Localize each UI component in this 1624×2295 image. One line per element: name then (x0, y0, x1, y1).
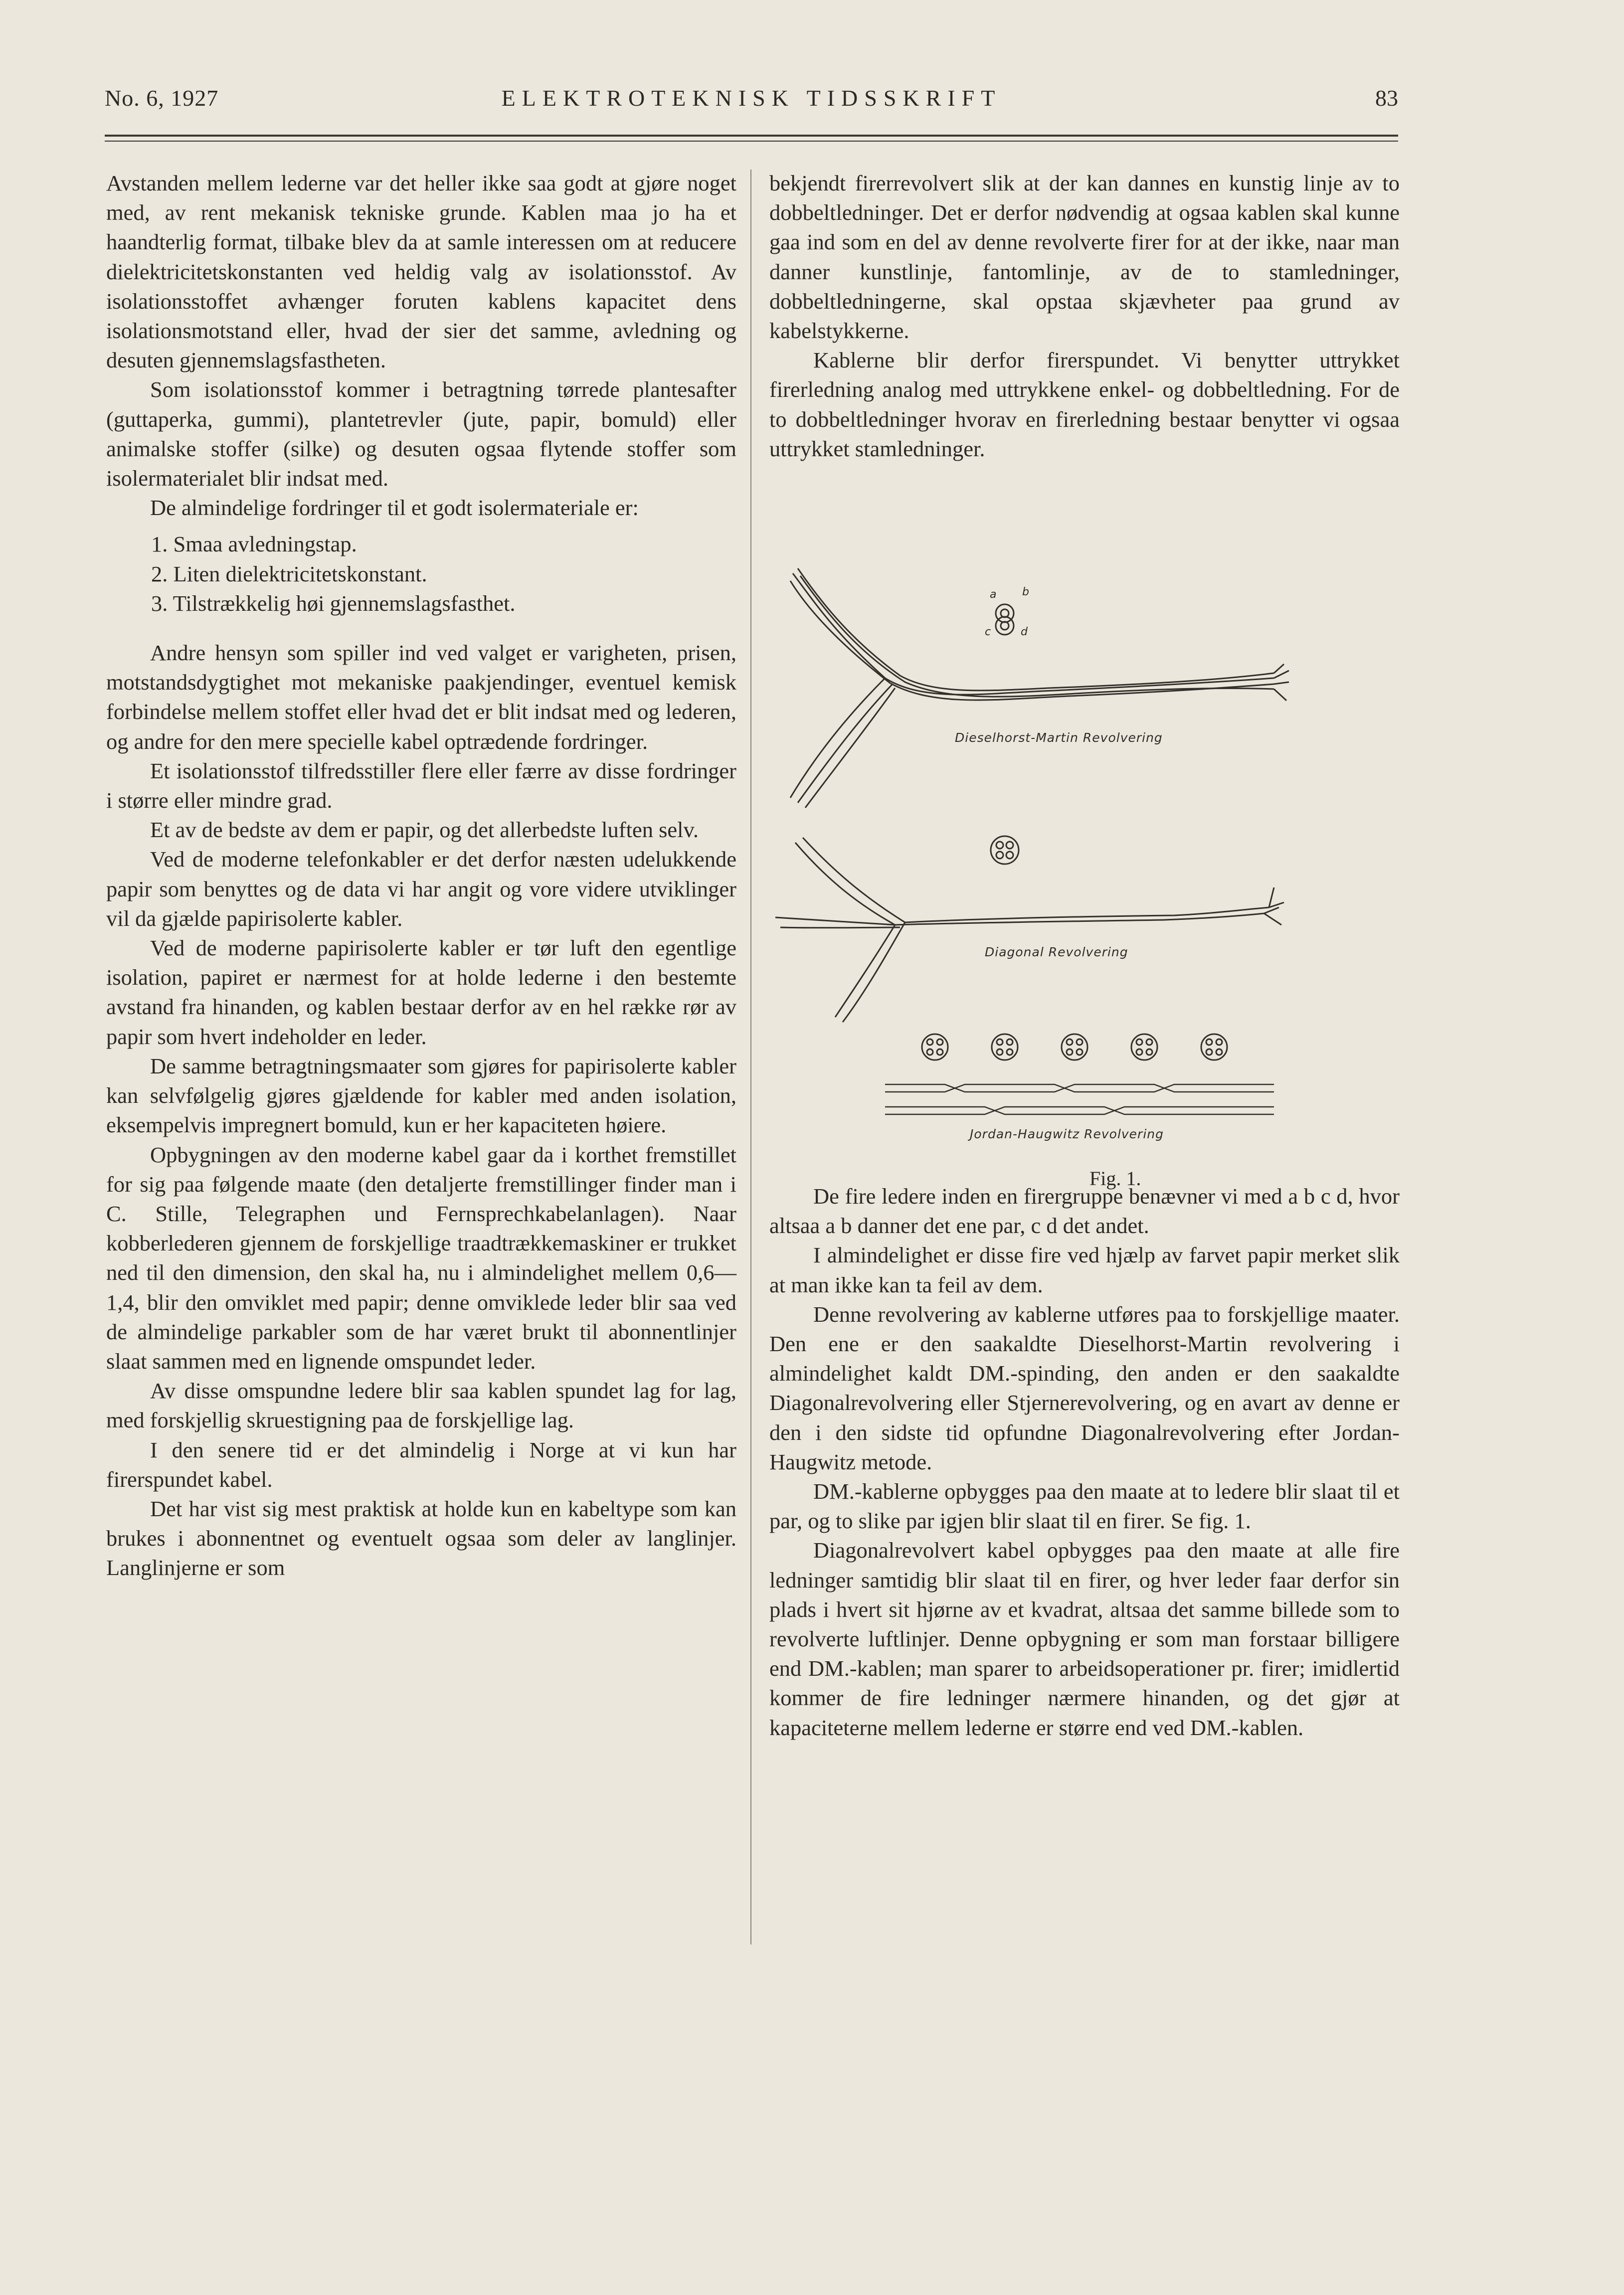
paragraph: Ved de moderne papirisolerte kabler er tør luft den egentlige isolation, papiret er nærmest for at holde lederne i den bestemte avstand fra hinanden, og kablen bestaar derfor av en hel række rør av papir som hvert indeholder en leder. (106, 935, 736, 1049)
paragraph: Denne revolvering av kablerne utføres paa to forskjellige maater. Den ene er den saakaldte Dieselhorst-Martin revolvering i almindelighet kaldt DM.-spinding, den anden er den saakaldte Diagonalrevolvering eller Stjernerevolvering, og en avart av denne er den i den sidste tid opfundne Diagonalrevolvering efter Jordan-Haugwitz metode. (769, 1301, 1400, 1474)
list-item: 2. Liten dielektricitetskonstant. (151, 561, 427, 586)
paragraph: Ved de moderne telefonkabler er det derfor næsten udelukkende papir som benyttes og de data vi har angit og vore videre utviklinger vil da gjælde papirisolerte kabler. (106, 847, 736, 931)
paragraph: Et isolationsstof tilfredsstiller flere eller færre av disse fordringer i større eller mindre grad. (106, 758, 736, 813)
paragraph: De fire ledere inden en firergruppe benævner vi med a b c d, hvor altsaa a b danner det ene par, c d det andet. (769, 1184, 1400, 1238)
list-item: 1. Smaa avledningstap. (151, 531, 357, 557)
jh-crossing-lines (885, 1084, 1274, 1114)
paragraph: DM.-kablerne opbygges paa den maate at to ledere blir slaat til et par, og to slike par igjen blir slaat til en firer. Se fig. 1. (769, 1479, 1400, 1534)
issue-label: No. 6, 1927 (105, 85, 219, 111)
paragraph: Et av de bedste av dem er papir, og det allerbedste luften selv. (150, 817, 699, 843)
caption-diagonal: Diagonal Revolvering (985, 945, 1128, 959)
paragraph: Som isolationsstof kommer i betragtning tørrede plantesafter (guttaperka, gummi), plantetrevler (jute, papir, bomuld) eller animalske stoffer (silke) og desuten ogsaa flytende stoffer som isolermaterialet blir indsat med. (106, 377, 736, 491)
figure-1 (775, 558, 1404, 1207)
requirements-list (151, 530, 736, 618)
left-column (106, 169, 736, 1583)
caption-jordan-haugwitz: Jordan-Haugwitz Revolvering (970, 1127, 1164, 1141)
conductor-label-b: b (1022, 586, 1029, 598)
header-rule-thin (105, 141, 1398, 142)
caption-dieselhorst-martin: Dieselhorst-Martin Revolvering (955, 730, 1163, 745)
page-number: 83 (1375, 85, 1398, 111)
conductor-label-d: d (1021, 626, 1028, 638)
paragraph: Det har vist sig mest praktisk at holde kun en kabeltype som kan brukes i abonnentnet og eventuelt ogsaa som deler av langlinjer. Langlinjerne er som (106, 1496, 736, 1581)
jh-cross-sections (922, 1034, 1227, 1060)
paragraph: De samme betragtningsmaater som gjøres for papirisolerte kabler kan selvfølgelig gjøres gjældende for kabler med anden isolation, eksempelvis impregnert bomuld, kun er her kapaciteten høiere. (106, 1053, 736, 1138)
paragraph: Opbygningen av den moderne kabel gaar da i korthet fremstillet for sig paa følgende maate (den detaljerte fremstillinger finder man i C. Stille, Telegraphen und Fernsprechkabelanlagen). Naar kobberlederen gjennem de forskjellige traadtrækkemaskiner er trukket ned til den dimension, den skal ha, nu i almindelighet mellem 0,6—1,4, blir den omviklet med papir; denne omviklede leder blir saa ved de almindelige parkabler som de har været brukt til abonnentlinjer slaat sammen med en lignende omspundet leder. (106, 1142, 736, 1374)
paragraph: Andre hensyn som spiller ind ved valget er varigheten, prisen, motstandsdygtighet mot mekaniske paakjendinger, eventuel kemisk forbindelse mellem stoffet eller hvad det er blit indsat med og lederen, og andre for den mere specielle kabel optrædende fordringer. (106, 640, 736, 754)
conductor-label-c: c (985, 626, 991, 638)
journal-title: ELEKTROTEKNISK TIDSSKRIFT (501, 85, 1002, 111)
figure-label: Fig. 1. (1089, 1167, 1141, 1190)
cable-twist-diagram (775, 558, 1404, 1157)
paragraph: Av disse omspundne ledere blir saa kablen spundet lag for lag, med forskjellig skruestigning paa de forskjellige lag. (106, 1378, 736, 1433)
paragraph: Avstanden mellem lederne var det heller ikke saa godt at gjøre noget med, av rent mekanisk tekniske grunde. Kablen maa jo ha et haandterlig format, tilbake blev da at samle interessen om at reducere dielektricitetskonstanten ved heldig valg av isolationsstof. Av isolationsstoffet avhænger foruten kablens kapacitet dens isolationsmotstand eller, hvad der sier det samme, avledning og desuten gjennemslagsfastheten. (106, 171, 736, 373)
dm-cable-drawing (790, 568, 1289, 808)
list-item: 3. Tilstrækkelig høi gjennemslagsfasthet. (151, 590, 516, 616)
conductor-label-a: a (990, 588, 997, 601)
column-divider (750, 170, 751, 1944)
paragraph: Kablerne blir derfor firerspundet. Vi benytter uttrykket firerledning analog med uttrykkene enkel- og dobbeltledning. For de to dobbeltledninger hvorav en firerledning bestaar benytter vi ogsaa uttrykket stamledninger. (769, 348, 1400, 461)
paragraph: bekjendt firerrevolvert slik at der kan dannes en kunstig linje av to dobbeltledninger. Det er derfor nødvendig at ogsaa kablen skal kunne gaa ind som en del av denne revolverte firer for at der ikke, naar man danner kunstlinje, fantomlinje, av de to stamledninger, dobbeltledningerne, skal opstaa skjævheter paa grund av kabelstykkerne. (769, 171, 1400, 344)
paragraph: I almindelighet er disse fire ved hjælp av farvet papir merket slik at man ikke kan ta feil av dem. (769, 1242, 1400, 1297)
paragraph: Diagonalrevolvert kabel opbygges paa den maate at alle fire ledninger samtidig blir slaat til en firer, og hver leder faar derfor sin plads i hvert sit hjørne av et kvadrat, altsaa det samme billede som to revolverte luftlinjer. Denne opbygning er som man forstaar billigere end DM.-kablen; man sparer to arbeidsoperationer pr. firer; imidlertid kommer de fire ledninger nærmere hinanden, og det gjør at kapaciteterne mellem lederne er større end ved DM.-kablen. (769, 1538, 1400, 1740)
page-header (105, 85, 1398, 120)
paragraph: I den senere tid er det almindelig i Norge at vi kun har firerspundet kabel. (106, 1437, 736, 1492)
diagonal-cable-drawing (775, 836, 1284, 1022)
header-rule-thick (105, 135, 1398, 137)
paragraph: De almindelige fordringer til et godt isolermateriale er: (150, 495, 639, 521)
